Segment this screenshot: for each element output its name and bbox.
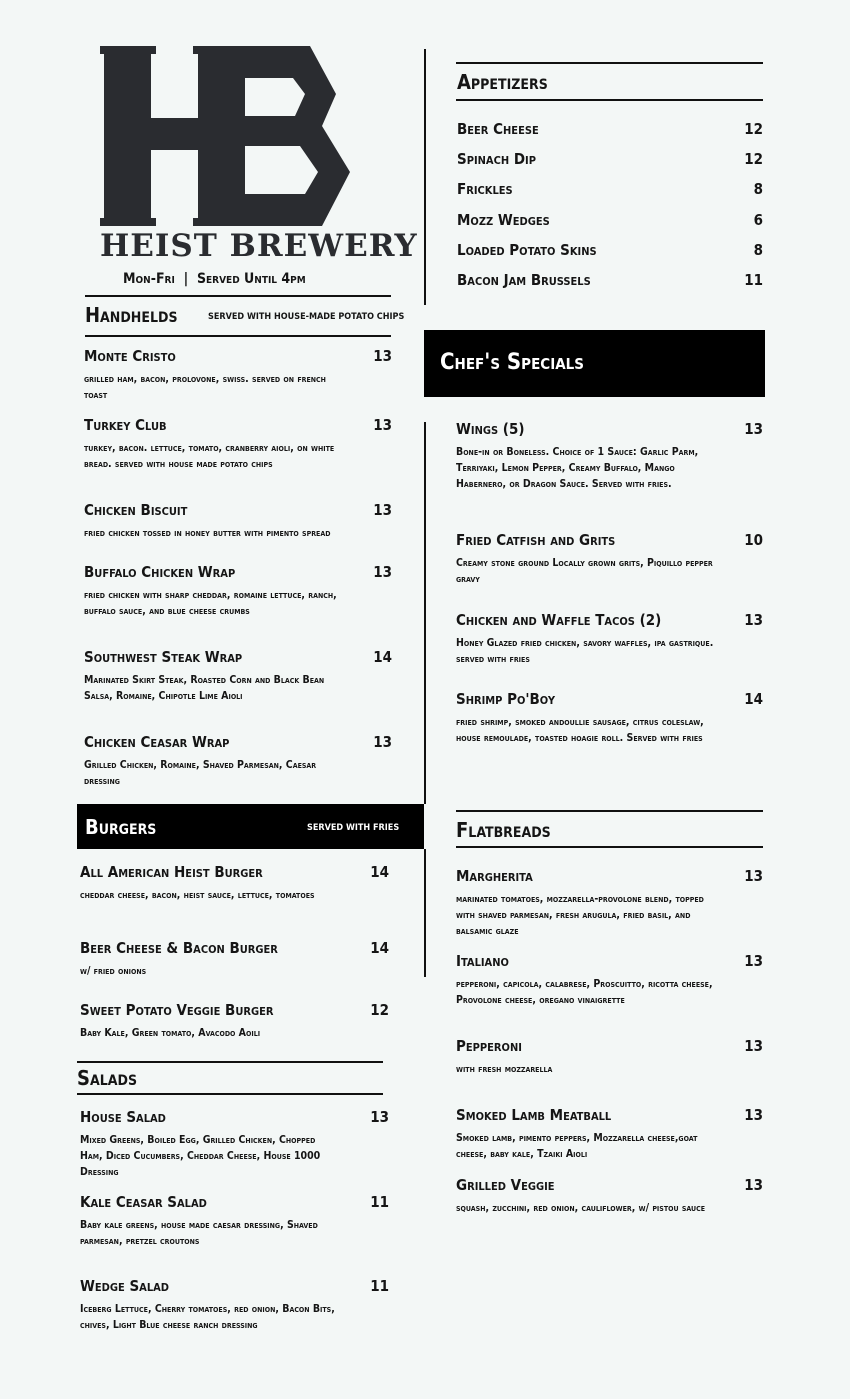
specials-item-name: Fried Catfish and Grits xyxy=(456,531,616,549)
specials-item-name: Chicken and Waffle Tacos (2) xyxy=(456,611,662,629)
burgers-item-name: Sweet Potato Veggie Burger xyxy=(80,1001,274,1019)
flatbreads-item-name: Smoked Lamb Meatball xyxy=(456,1106,612,1124)
appetizers-item-price: 11 xyxy=(744,271,763,289)
burgers-item-name: All American Heist Burger xyxy=(80,863,263,881)
burgers-item-desc: cheddar cheese, bacon, heist sauce, lettuce, tomatoes xyxy=(80,889,315,901)
handhelds-item-desc: fried chicken tossed in honey butter with pimento spread xyxy=(84,527,331,539)
salads-title: Salads xyxy=(77,1066,138,1090)
handhelds-item-price: 13 xyxy=(373,347,392,365)
burgers-item-desc: w/ fried onions xyxy=(80,965,147,977)
appetizers-item-name: Frickles xyxy=(457,180,513,198)
specials-title: Chef's Specials xyxy=(440,350,584,375)
appetizers-item-name: Bacon Jam Brussels xyxy=(457,271,591,289)
burgers-title: Burgers xyxy=(85,815,157,839)
handhelds-item-name: Turkey Club xyxy=(84,416,167,434)
handhelds-item-name: Chicken Biscuit xyxy=(84,501,188,519)
burgers-note: SERVED WITH FRIES xyxy=(307,823,400,833)
burgers-item-desc: Baby Kale, Green tomato, Avacodo Aoili xyxy=(80,1027,261,1039)
salads-item-desc: Mixed Greens, Boiled Egg, Grilled Chicken, Chopped Ham, Diced Cucumbers, Cheddar Cheese, House 1000 Dressing xyxy=(80,1134,321,1178)
flatbreads-item-name: Margherita xyxy=(456,867,533,885)
specials-item-name: Shrimp Po'Boy xyxy=(456,690,555,708)
appetizers-top-rule xyxy=(456,62,763,64)
appetizers-item-price: 12 xyxy=(744,150,763,168)
flatbreads-item-desc: Smoked lamb, pimento peppers, Mozzarella cheese,goat cheese, baby kale, Tzaiki Aioli xyxy=(456,1132,698,1160)
flatbreads-item-price: 13 xyxy=(744,952,763,970)
appetizers-item-price: 6 xyxy=(753,211,763,229)
handhelds-item-price: 13 xyxy=(373,501,392,519)
handhelds-item-desc: fried chicken with sharp cheddar, romaine lettuce, ranch, buffalo sauce, and blue cheese crumbs xyxy=(84,589,337,617)
appetizers-item-price: 12 xyxy=(744,120,763,138)
flatbreads-item-desc: marinated tomatoes, mozzarella-provolone blend, topped with shaved parmesan, fresh arugula, fried basil, and balsamic glaze xyxy=(456,893,704,937)
handhelds-note: SERVED WITH HOUSE-MADE POTATO CHIPS xyxy=(208,312,405,322)
flatbreads-item-name: Grilled Veggie xyxy=(456,1176,555,1194)
flatbreads-item-price: 13 xyxy=(744,1037,763,1055)
specials-item-price: 13 xyxy=(744,420,763,438)
brewery-name: HEIST BREWERY xyxy=(100,228,418,264)
flatbreads-item-name: Italiano xyxy=(456,952,509,970)
appetizers-bottom-rule xyxy=(456,99,763,101)
flatbreads-item-desc: pepperoni, capicola, calabrese, Proscuitto, ricotta cheese, Provolone cheese, oregano vinaigrette xyxy=(456,978,713,1006)
handhelds-item-price: 14 xyxy=(373,648,392,666)
specials-item-price: 14 xyxy=(744,690,763,708)
handhelds-item-desc: grilled ham, bacon, prolovone, swiss. served on french toast xyxy=(84,373,326,401)
salads-item-name: Kale Ceasar Salad xyxy=(80,1193,207,1211)
salads-item-price: 11 xyxy=(370,1193,389,1211)
specials-item-name: Wings (5) xyxy=(456,420,525,438)
salads-item-price: 11 xyxy=(370,1277,389,1295)
handhelds-item-price: 13 xyxy=(373,563,392,581)
specials-item-price: 13 xyxy=(744,611,763,629)
handhelds-item-desc: Grilled Chicken, Romaine, Shaved Parmesan, Caesar dressing xyxy=(84,759,317,787)
handhelds-item-name: Monte Cristo xyxy=(84,347,176,365)
appetizers-item-name: Loaded Potato Skins xyxy=(457,241,597,259)
handhelds-item-desc: Marinated Skirt Steak, Roasted Corn and Black Bean Salsa, Romaine, Chipotle Lime Aioli xyxy=(84,674,325,702)
flatbreads-item-name: Pepperoni xyxy=(456,1037,522,1055)
specials-header xyxy=(424,330,765,397)
salads-bottom-rule xyxy=(77,1093,383,1095)
handhelds-item-price: 13 xyxy=(373,416,392,434)
handhelds-item-name: Chicken Ceasar Wrap xyxy=(84,733,230,751)
appetizers-item-price: 8 xyxy=(753,180,763,198)
burgers-item-price: 12 xyxy=(370,1001,389,1019)
specials-item-desc: Creamy stone ground Locally grown grits, Piquillo pepper gravy xyxy=(456,557,713,585)
burgers-item-name: Beer Cheese & Bacon Burger xyxy=(80,939,278,957)
brewery-logo xyxy=(100,46,352,228)
flatbreads-bottom-rule xyxy=(456,846,763,848)
specials-item-price: 10 xyxy=(744,531,763,549)
flatbreads-item-desc: squash, zucchini, red onion, cauliflower, w/ pistou sauce xyxy=(456,1202,706,1214)
appetizers-title: Appetizers xyxy=(457,70,548,94)
salads-item-price: 13 xyxy=(370,1108,389,1126)
handhelds-top-rule xyxy=(85,295,391,297)
flatbreads-title: Flatbreads xyxy=(456,818,551,842)
flatbreads-item-price: 13 xyxy=(744,1106,763,1124)
salads-item-name: House Salad xyxy=(80,1108,166,1126)
appetizers-item-price: 8 xyxy=(753,241,763,259)
flatbreads-item-price: 13 xyxy=(744,1176,763,1194)
specials-item-desc: fried shrimp, smoked andoullie sausage, citrus coleslaw, house remoulade, toasted hoagie roll. Served with fries xyxy=(456,716,704,744)
burgers-item-price: 14 xyxy=(370,939,389,957)
specials-item-desc: Bone-in or Boneless. Choice of 1 Sauce: Garlic Parm, Terriyaki, Lemon Pepper, Creamy Buffalo, Mango Habernero, or Dragon Sauce. Served with fries. xyxy=(456,446,699,490)
handhelds-item-name: Buffalo Chicken Wrap xyxy=(84,563,236,581)
handhelds-title: Handhelds xyxy=(85,303,178,327)
salads-top-rule xyxy=(77,1061,383,1063)
salads-item-desc: Baby kale greens, house made caesar dressing, Shaved parmesan, pretzel croutons xyxy=(80,1219,318,1247)
appetizers-item-name: Beer Cheese xyxy=(457,120,539,138)
salads-item-desc: Iceberg Lettuce, Cherry tomatoes, red onion, Bacon Bits, chives, Light Blue cheese ranch dressing xyxy=(80,1303,335,1331)
appetizers-item-name: Mozz Wedges xyxy=(457,211,550,229)
column-divider-middle xyxy=(424,422,426,804)
burgers-header xyxy=(77,804,424,849)
appetizers-item-name: Spinach Dip xyxy=(457,150,536,168)
specials-item-desc: Honey Glazed fried chicken, savory waffles, ipa gastrique. served with fries xyxy=(456,637,714,665)
flatbreads-item-price: 13 xyxy=(744,867,763,885)
flatbreads-item-desc: with fresh mozzarella xyxy=(456,1063,553,1075)
column-divider-top xyxy=(424,49,426,305)
handhelds-item-name: Southwest Steak Wrap xyxy=(84,648,243,666)
column-divider-bottom xyxy=(424,849,426,977)
burgers-item-price: 14 xyxy=(370,863,389,881)
handhelds-bottom-rule xyxy=(85,335,391,337)
flatbreads-top-rule xyxy=(456,810,763,812)
salads-item-name: Wedge Salad xyxy=(80,1277,170,1295)
service-hours: Mon-Fri | Served Until 4pm xyxy=(123,271,306,287)
handhelds-item-desc: turkey, bacon. lettuce, tomato, cranberry aioli, on white bread. served with house made potato chips xyxy=(84,442,335,470)
handhelds-item-price: 13 xyxy=(373,733,392,751)
